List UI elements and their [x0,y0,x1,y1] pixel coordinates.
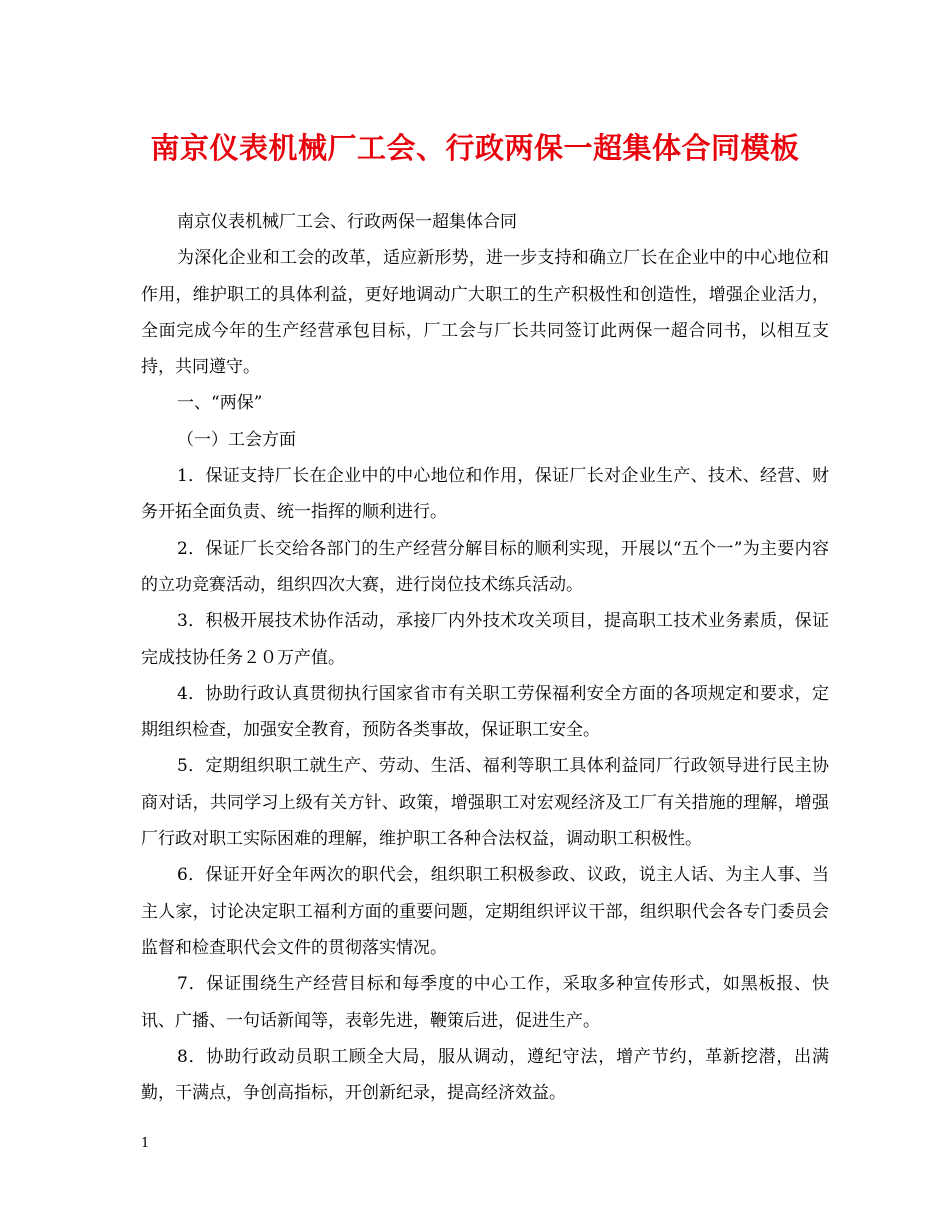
paragraph-item-4: 4．协助行政认真贯彻执行国家省市有关职工劳保福利安全方面的各项规定和要求，定期组织检查，加强安全教育，预防各类事故，保证职工安全。 [141,683,829,741]
paragraph-item-6: 6．保证开好全年两次的职代会，组织职工积极参政、议政，说主人话、为主人事、当主人家，讨论决定职工福利方面的重要问题，定期组织评议干部，组织职代会各专门委员会监督和检查职代会文件的贯彻落实情况。 [141,865,829,958]
paragraph-item-7: 7．保证围绕生产经营目标和每季度的中心工作，采取多种宣传形式，如黑板报、快讯、广播、一句话新闻等，表彰先进，鞭策后进，促进生产。 [141,974,829,1031]
document-title: 南京仪表机械厂工会、行政两保一超集体合同模板 [150,131,800,165]
paragraph-preamble: 为深化企业和工会的改革，适应新形势，进一步支持和确立厂长在企业中的中心地位和作用，维护职工的具体利益，更好地调动广大职工的生产积极性和创造性，增强企业活力，全面完成今年的生产经营承包目标，厂工会与厂长共同签订此两保一超合同书，以相互支持，共同遵守。 [141,248,829,378]
section-heading-two-guarantees: 一、“两保” [177,393,263,414]
document-body [141,204,829,1111]
subsection-heading-union: （一）工会方面 [177,429,296,450]
paragraph-item-2: 2．保证厂长交给各部门的生产经营分解目标的顺利实现，开展以“五个一”为主要内容的立功竞赛活动，组织四次大赛，进行岗位技术练兵活动。 [141,538,829,595]
paragraph-item-3: 3．积极开展技术协作活动，承接厂内外技术攻关项目，提高职工技术业务素质，保证完成技协任务２０万产值。 [141,611,829,668]
paragraph-item-1: 1．保证支持厂长在企业中的中心地位和作用，保证厂长对企业生产、技术、经营、财务开拓全面负责、统一指挥的顺利进行。 [141,466,829,523]
paragraph-item-5: 5．定期组织职工就生产、劳动、生活、福利等职工具体利益同厂行政领导进行民主协商对话，共同学习上级有关方针、政策，增强职工对宏观经济及工厂有关措施的理解，增强厂行政对职工实际困难的理解，维护职工各种合法权益，调动职工积极性。 [141,756,829,850]
paragraph-contract-heading: 南京仪表机械厂工会、行政两保一超集体合同 [177,212,517,232]
page-number: 1 [141,1136,150,1151]
paragraph-item-8: 8．协助行政动员职工顾全大局，服从调动，遵纪守法，增产节约，革新挖潜，出满勤，干满点，争创高指标，开创新纪录，提高经济效益。 [141,1046,829,1104]
